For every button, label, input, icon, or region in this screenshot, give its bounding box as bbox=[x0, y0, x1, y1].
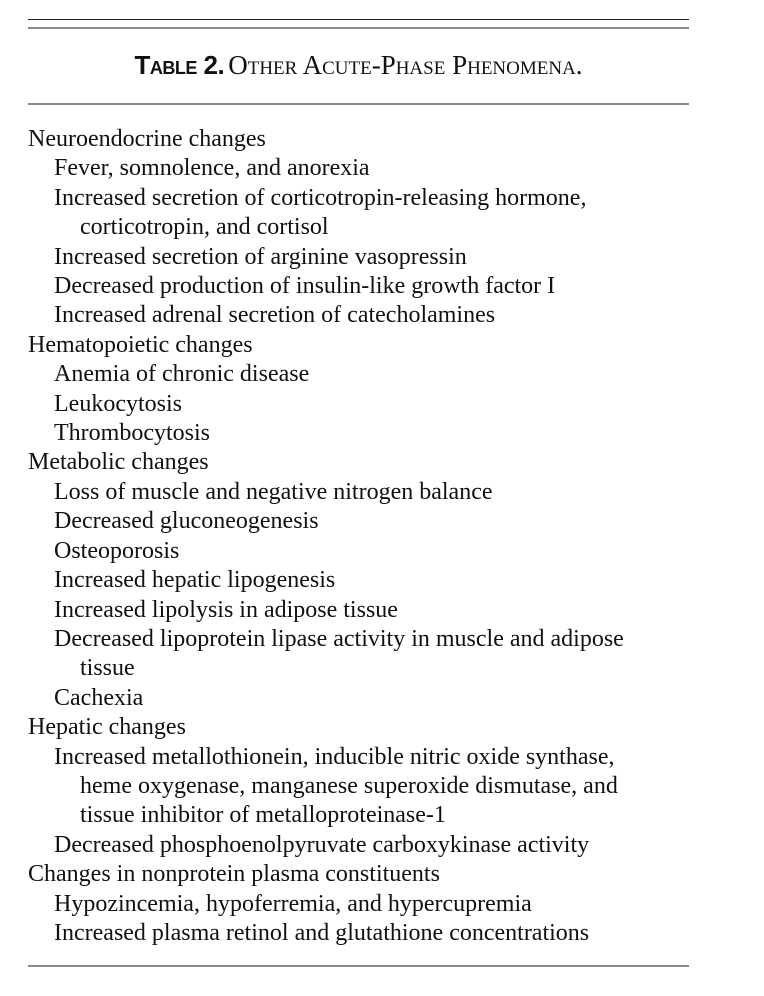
top-rule-thin bbox=[28, 19, 689, 20]
table-title bbox=[28, 50, 689, 81]
category-heading: Neuroendocrine changes bbox=[28, 126, 266, 152]
phenomenon-item bbox=[28, 184, 698, 243]
phenomenon-item bbox=[28, 419, 698, 448]
phenomenon-item bbox=[28, 537, 698, 566]
item-line: Leukocytosis bbox=[54, 390, 182, 417]
table-body bbox=[28, 125, 698, 948]
phenomenon-item bbox=[28, 154, 698, 183]
table-label: Table 2. bbox=[134, 50, 225, 80]
category-heading: Changes in nonprotein plasma constituents bbox=[28, 861, 440, 888]
phenomenon-item bbox=[28, 243, 698, 272]
item-line: Increased lipolysis in adipose tissue bbox=[54, 596, 398, 623]
phenomenon-item bbox=[28, 360, 698, 389]
item-continuation-line: tissue bbox=[80, 655, 135, 682]
item-line: Decreased phosphoenolpyruvate carboxykinase activity bbox=[54, 831, 590, 858]
item-line: Increased metallothionein, inducible nitric oxide synthase, bbox=[54, 743, 615, 770]
item-continuation-line: tissue inhibitor of metalloproteinase-1 bbox=[80, 802, 446, 829]
phenomenon-item bbox=[28, 272, 698, 301]
phenomenon-item bbox=[28, 301, 698, 330]
phenomenon-item bbox=[28, 478, 698, 507]
item-line: Decreased lipoprotein lipase activity in muscle and adipose bbox=[54, 625, 624, 652]
category-group bbox=[28, 713, 698, 860]
category-heading: Hematopoietic changes bbox=[28, 331, 253, 358]
item-line: Increased plasma retinol and glutathione concentrations bbox=[54, 919, 590, 946]
top-rule-thick bbox=[28, 27, 689, 29]
phenomenon-item bbox=[28, 831, 698, 860]
phenomenon-item bbox=[28, 507, 698, 536]
item-line: Fever, somnolence, and anorexia bbox=[54, 155, 370, 182]
item-line: Thrombocytosis bbox=[54, 420, 210, 447]
header-rule bbox=[28, 103, 689, 105]
item-line: Increased adrenal secretion of catecholamines bbox=[54, 302, 496, 329]
bottom-rule bbox=[28, 965, 689, 967]
item-line: Increased secretion of arginine vasopressin bbox=[54, 243, 467, 270]
category-group bbox=[28, 860, 698, 948]
category-group bbox=[28, 125, 698, 331]
item-line: Loss of muscle and negative nitrogen balance bbox=[54, 478, 493, 505]
phenomenon-item bbox=[28, 890, 698, 919]
category-heading: Hepatic changes bbox=[28, 714, 186, 741]
phenomenon-item bbox=[28, 684, 698, 713]
item-line: Increased hepatic lipogenesis bbox=[54, 567, 336, 594]
category-group bbox=[28, 331, 698, 449]
item-line: Decreased production of insulin-like growth factor I bbox=[54, 273, 556, 300]
phenomenon-item bbox=[28, 566, 698, 595]
phenomenon-item bbox=[28, 625, 698, 684]
phenomenon-item bbox=[28, 743, 698, 831]
category-group bbox=[28, 448, 698, 713]
item-line: Anemia of chronic disease bbox=[54, 361, 310, 388]
item-line: Cachexia bbox=[54, 684, 144, 711]
phenomenon-item bbox=[28, 390, 698, 419]
item-continuation-line: corticotropin, and cortisol bbox=[80, 214, 329, 241]
phenomenon-item bbox=[28, 919, 698, 948]
item-line: Osteoporosis bbox=[54, 537, 180, 564]
item-continuation-line: heme oxygenase, manganese superoxide dismutase, and bbox=[80, 772, 618, 799]
phenomenon-item bbox=[28, 596, 698, 625]
item-line: Hypozincemia, hypoferremia, and hypercupremia bbox=[54, 890, 532, 917]
item-line: Increased secretion of corticotropin-releasing hormone, bbox=[54, 184, 587, 211]
table-caption: Other Acute-Phase Phenomena. bbox=[228, 50, 583, 80]
item-line: Decreased gluconeogenesis bbox=[54, 508, 319, 535]
category-heading: Metabolic changes bbox=[28, 449, 209, 476]
